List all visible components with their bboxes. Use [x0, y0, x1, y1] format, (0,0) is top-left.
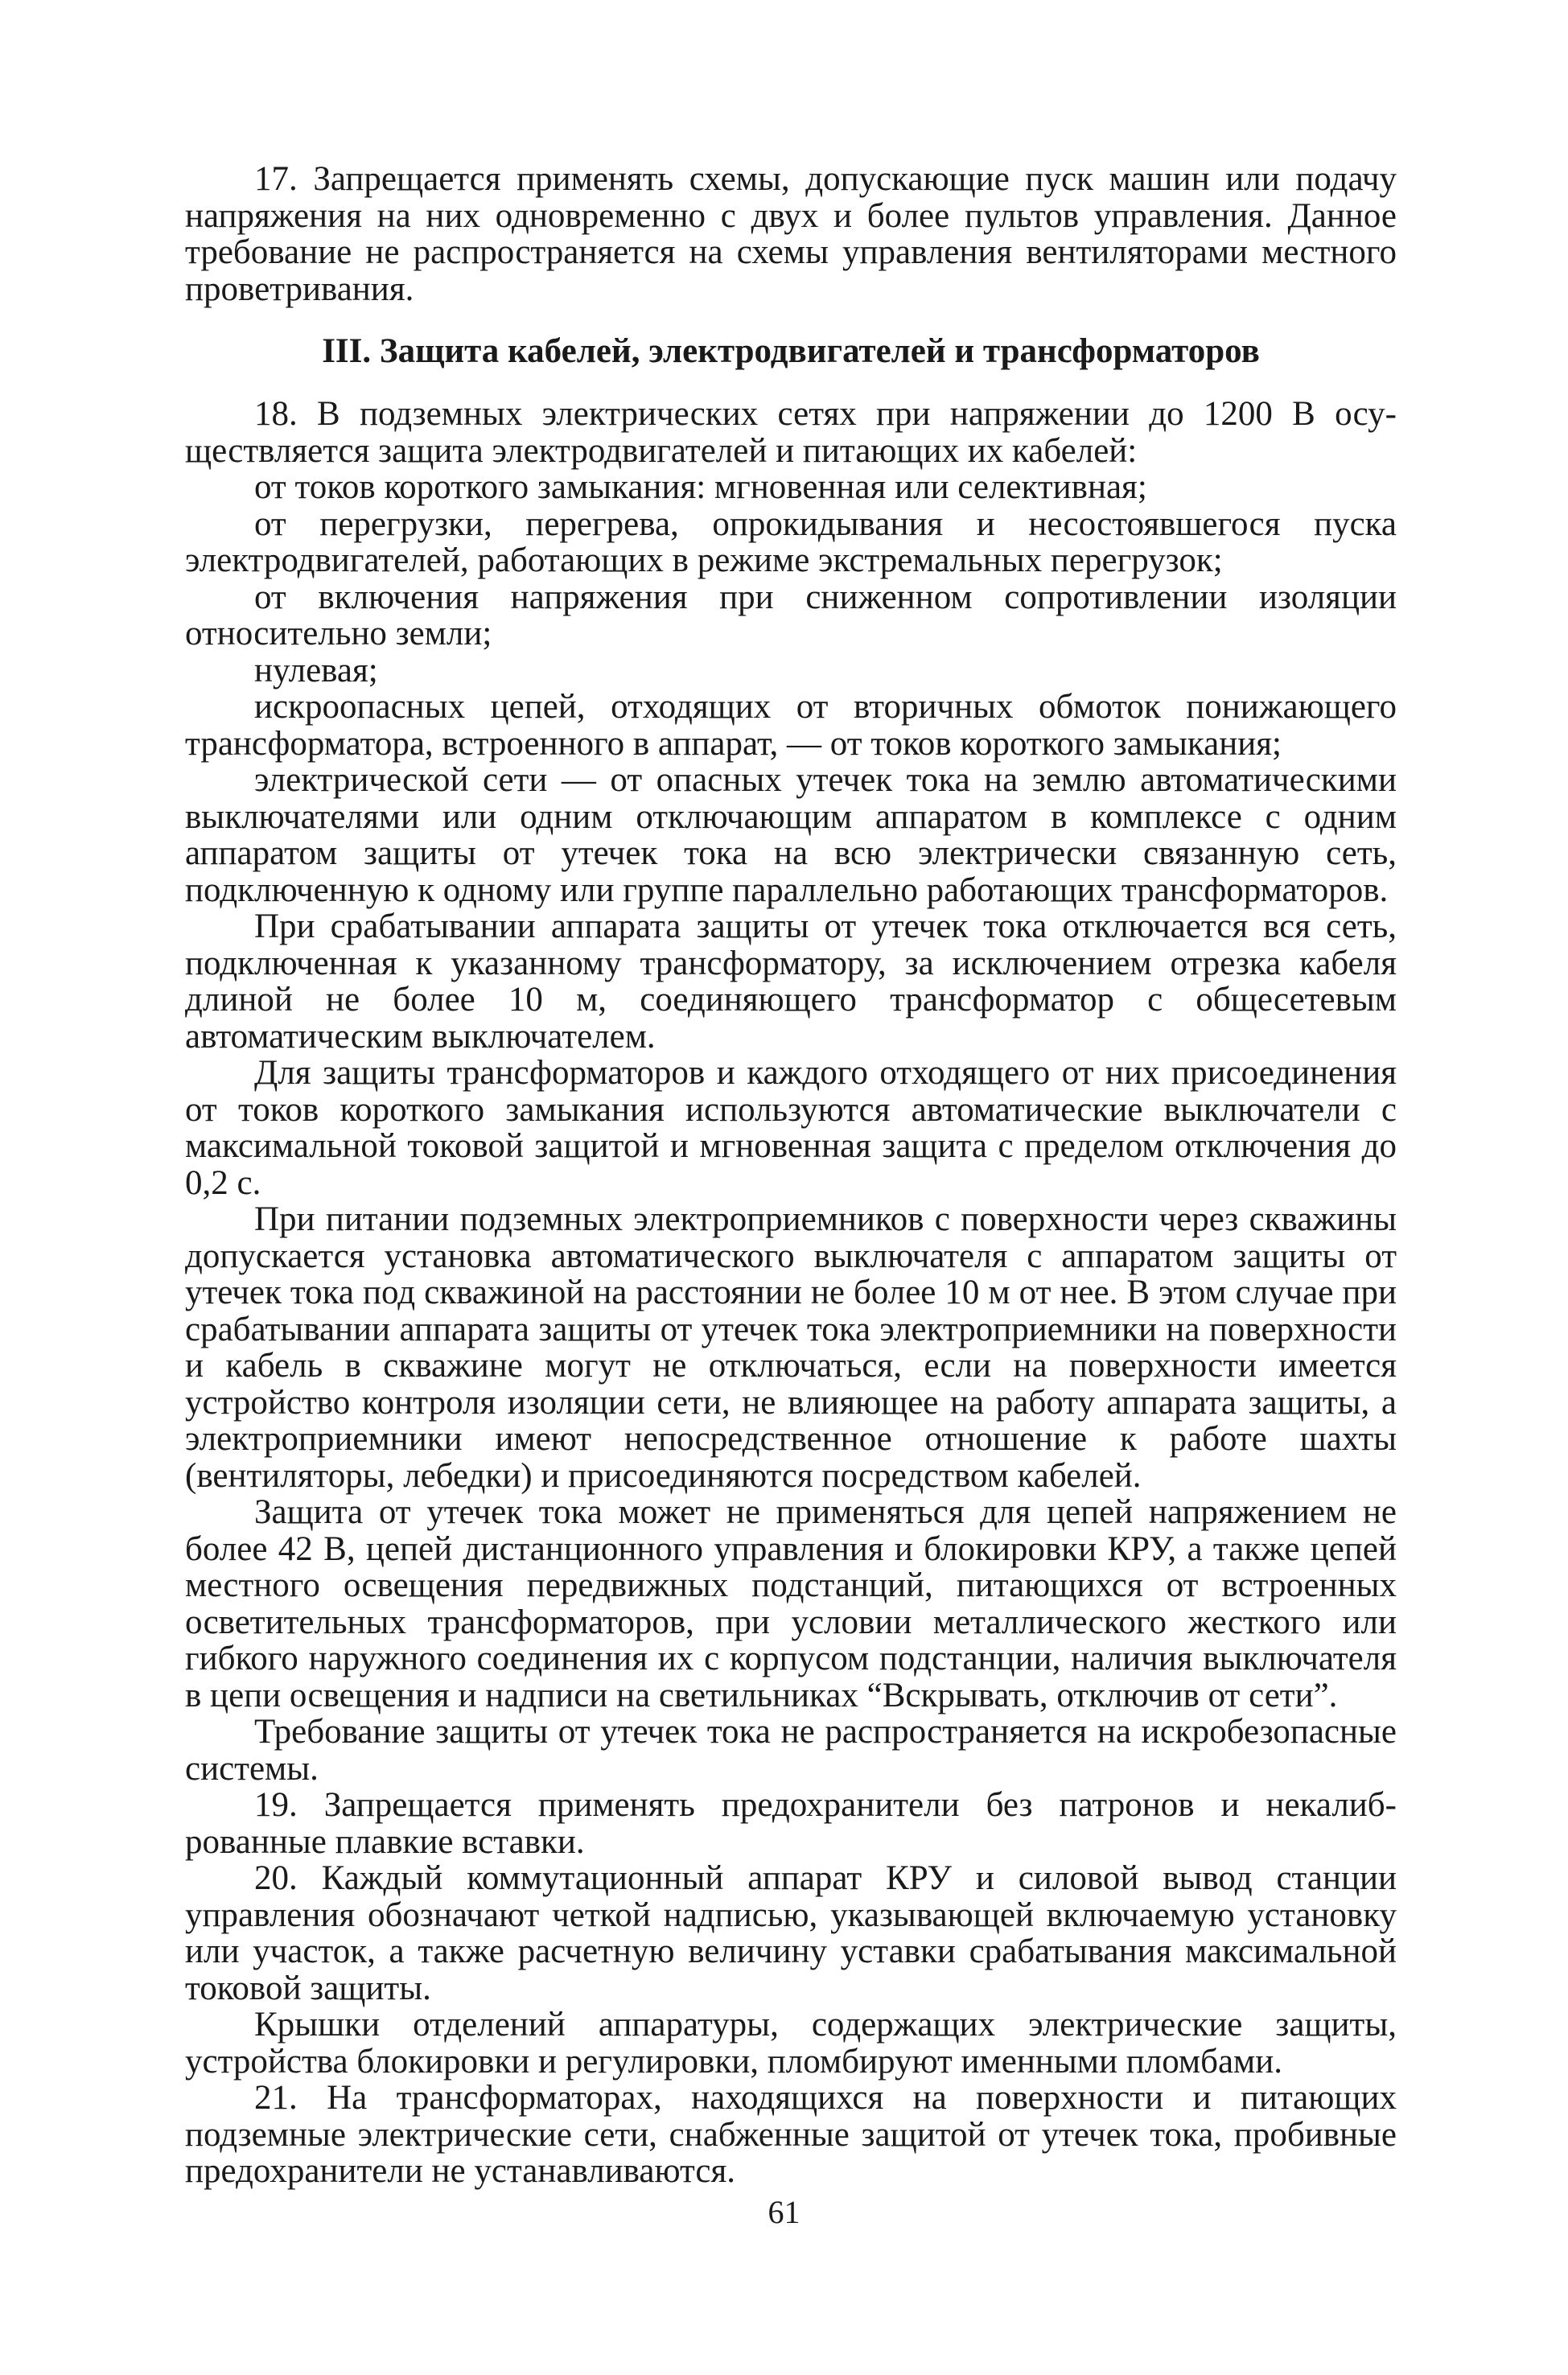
paragraph-insulation: от включения напряжения при сниженном сопротивлении изоляции относительно земли; [185, 578, 1397, 652]
paragraph-20: 20. Каждый коммутационный аппарат КРУ и силовой вывод станции управления обозначают четкой надписью, указывающей включаемую установку или участок, а также расчетную величину уставки срабатывания максимальной токовой защиты. [185, 1859, 1397, 2007]
paragraph-network-leakage: электрической сети — от опасных утечек тока на землю автоматическими выключателями или одним отключающим аппаратом в комплексе с одним аппаратом защиты от утечек тока на всю электрически связанную сеть, подключенную к одному или группе параллельно работающих трансформаторов. [185, 761, 1397, 909]
paragraph-intrinsic-safety: Требование защиты от утечек тока не распространяется на искробезопасные системы. [185, 1713, 1397, 1788]
page-number: 61 [768, 2194, 800, 2230]
paragraph-17: 17. Запрещается применять схемы, допускающие пуск машин или подачу напряжения на них одновременно с двух и более пультов управления. Данное требование не распространяется на схемы управления вентиляторами местного проветривания. [185, 160, 1397, 308]
paragraph-spark-circuits: искроопасных цепей, отходящих от вторичных обмоток понижающего трансформатора, встроенного в аппарат, — от токов короткого замыкания; [185, 688, 1397, 763]
paragraph-21: 21. На трансформаторах, находящихся на поверхности и питающих подземные электрические сети, снабженные защитой от утечек тока, пробивные предохранители не устанавливаются. [185, 2079, 1397, 2190]
paragraph-short-circuit: от токов короткого замыкания: мгновенная или селективная; [254, 468, 1147, 506]
paragraph-18: 18. В подземных электрических сетях при напряжении до 1200 В осуществляется защита электродвигателей и питающих их кабелей: [185, 395, 1397, 470]
section-heading: III. Защита кабелей, электродвигателей и трансформаторов [322, 332, 1260, 370]
paragraph-leakage-trip: При срабатывании аппарата защиты от утечек тока отключается вся сеть, подключенная к указанному трансформатору, за исключением отрезка кабеля длиной не более 10 м, соединяющего трансформатор с общесетевым автоматическим выключателем. [185, 908, 1397, 1056]
paragraph-19: 19. Запрещается применять предохранители без патронов и некалиброванные плавкие вставки. [185, 1786, 1397, 1861]
paragraph-leakage-exemptions: Защита от утечек тока может не применяться для цепей напряжением не более 42 В, цепей дистанционного управления и блокировки КРУ, а также цепей местного освещения передвижных подстанций, питающихся от встроенных осветительных трансформаторов, при условии металлического жесткого или гибкого наружного соединения их с корпусом подстанции, наличия выключателя в цепи освещения и надписи на светильниках “Вскрывать, отключив от сети”. [185, 1493, 1397, 1714]
paragraph-transformer-protection: Для защиты трансформаторов и каждого отходящего от них присоединения от токов короткого замыкания используются автоматические выключатели с максимальной токовой защитой и мгновенная защита с пределом отключения до 0,2 с. [185, 1054, 1397, 1202]
paragraph-zero: нулевая; [254, 651, 378, 689]
document-page [185, 161, 1397, 2190]
paragraph-covers: Крышки отделений аппаратуры, содержащих электрические защиты, устройства блокировки и регулировки, пломбируют именными пломбами. [185, 2006, 1397, 2081]
paragraph-borehole-supply: При питании подземных электроприемников с поверхности через скважины допускается установка автоматического выключателя с аппаратом защиты от утечек тока под скважиной на расстоянии не более 10 м от нее. В этом случае при срабатывании аппарата защиты от утечек тока электроприемники на поверхности и кабель в скважине могут не отключаться, если на поверхности имеется устройство контроля изоляции сети, не влияющее на работу аппарата защиты, а электроприемники имеют непосредственное отношение к работе шахты (вентиляторы, лебедки) и присоединяются посредством кабелей. [185, 1200, 1397, 1495]
paragraph-overload: от перегрузки, перегрева, опрокидывания и несостоявшегося пуска электродвигателей, работающих в режиме экстремальных перегрузок; [185, 504, 1397, 579]
